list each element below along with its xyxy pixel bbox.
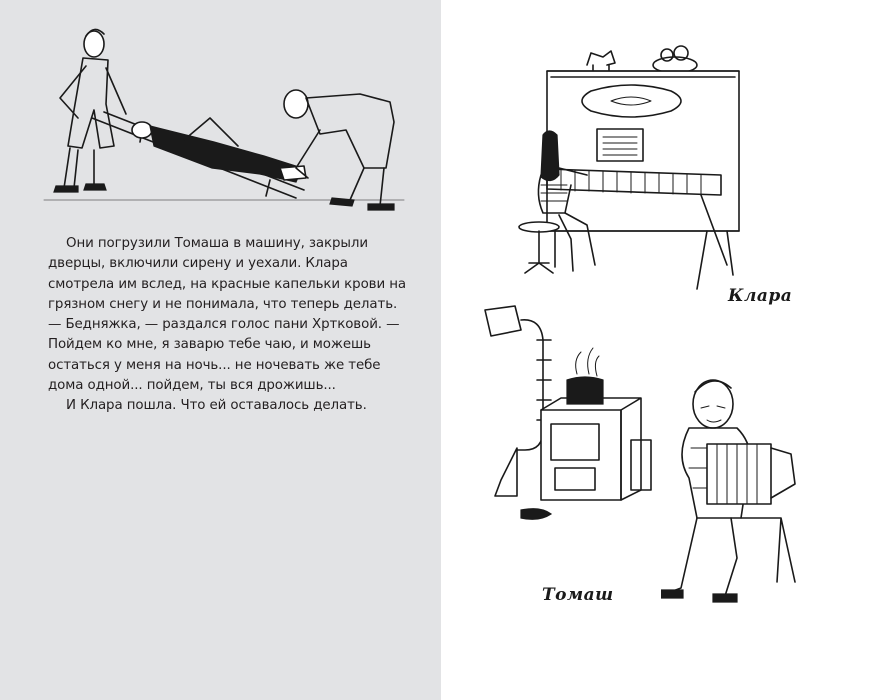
story-line: дверцы, включили сирену и уехали. Клара (48, 256, 348, 272)
story-line: остаться у меня на ночь... не ночевать же тебе (48, 357, 381, 373)
caption-tomash: Томаш (542, 585, 614, 605)
story-line: И Клара пошла. Что ей оставалось делать. (66, 398, 367, 414)
story-line: смотрела им вслед, на красные капельки крови на (48, 276, 406, 292)
accordion-player-illustration (661, 368, 841, 608)
stovepipe-top (485, 306, 521, 336)
sheet-music (597, 129, 643, 161)
pot (567, 377, 603, 404)
story-text (48, 234, 406, 417)
patient-figure (132, 118, 306, 182)
left-paramedic-figure (54, 29, 126, 192)
left-page (0, 0, 441, 700)
stove-illustration (481, 300, 661, 526)
story-line: — Бедняжка, — раздался голос пани Хртковой. — (48, 317, 400, 333)
right-page (441, 0, 886, 700)
piano-illustration (511, 35, 751, 297)
dog-figurine (587, 51, 615, 71)
caption-klara: Клара (728, 286, 793, 306)
story-line: грязном снегу и не понимала, что теперь делать. (48, 296, 398, 312)
right-paramedic-figure (284, 90, 394, 210)
story-line: Пойдем ко мне, я заварю тебе чаю, и можешь (48, 337, 371, 353)
stretcher-illustration (34, 18, 414, 214)
story-line: Они погрузили Томаша в машину, закрыли (66, 236, 368, 251)
story-line: дома одной... пойдем, ты вся дрожишь... (48, 378, 336, 394)
